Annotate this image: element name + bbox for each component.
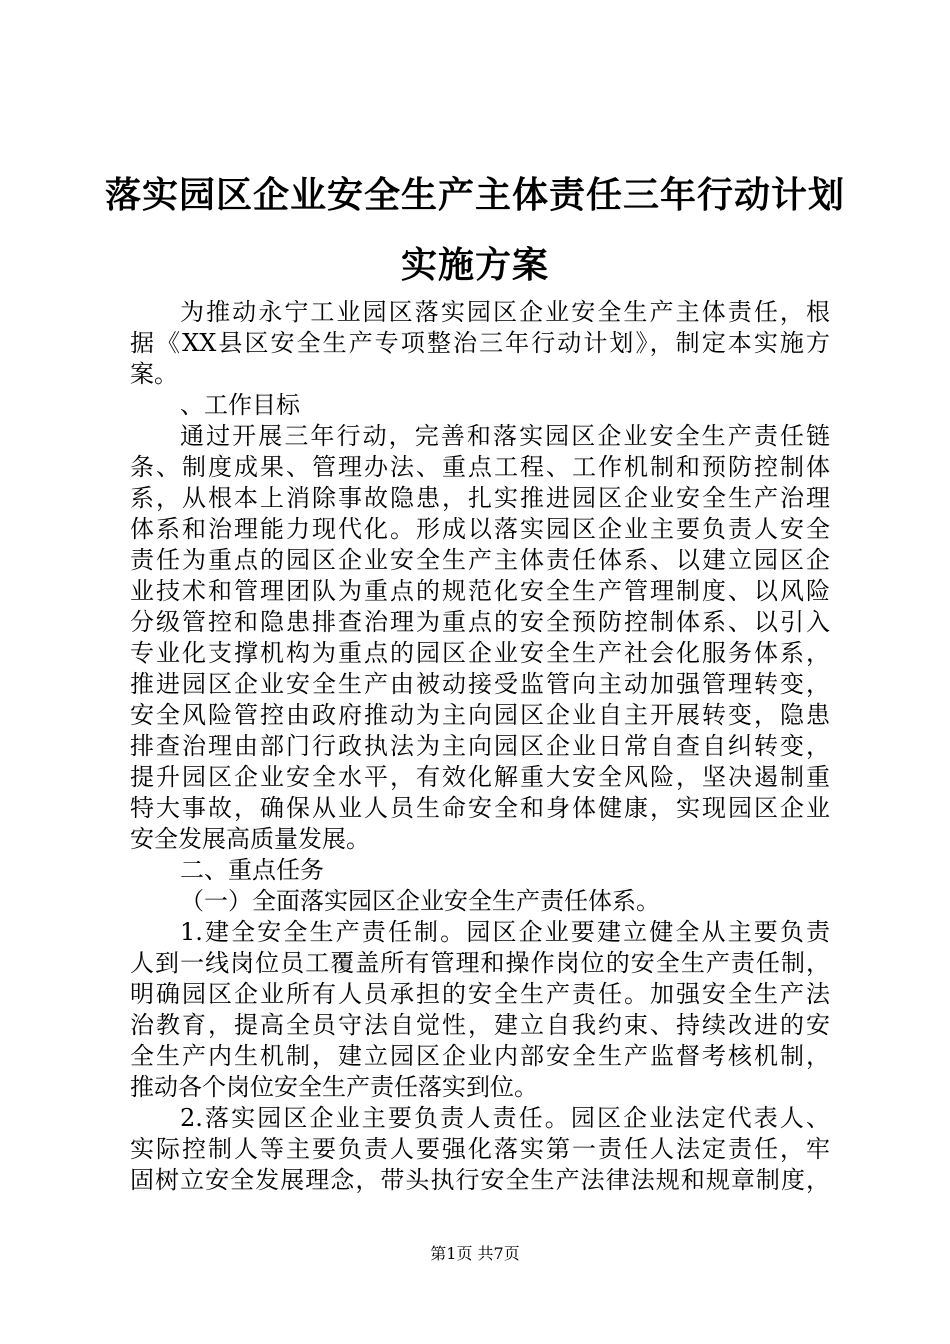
body-text-line: 责任为重点的园区企业安全生产主体责任体系、以建立园区企 <box>130 546 830 574</box>
body-text-line: 据《XX县区安全生产专项整治三年行动计划》，制定本实施方 <box>130 329 830 357</box>
body-text-line: 体系和治理能力现代化。形成以落实园区企业主要负责人安全 <box>130 515 830 543</box>
title-line-2: 实施方案 <box>400 244 549 286</box>
document-body <box>130 297 830 1196</box>
body-text-line: 提升园区企业安全水平，有效化解重大安全风险，坚决遏制重 <box>130 763 830 791</box>
document-title <box>100 160 850 300</box>
body-text-line: 1.建全安全生产责任制。园区企业要建立健全从主要负责 <box>180 918 830 946</box>
body-text-line: 特大事故，确保从业人员生命安全和身体健康，实现园区企业 <box>130 794 830 822</box>
body-text-line: 二、重点任务 <box>180 856 324 884</box>
body-text-line: 为推动永宁工业园区落实园区企业安全生产主体责任，根 <box>180 298 830 326</box>
body-text-line: 明确园区企业所有人员承担的安全生产责任。加强安全生产法 <box>130 980 830 1008</box>
title-line-1: 落实园区企业安全生产主体责任三年行动计划 <box>104 174 845 216</box>
body-text-line: 专业化支撑机构为重点的园区企业安全生产社会化服务体系， <box>130 639 830 667</box>
body-text-line: 业技术和管理团队为重点的规范化安全生产管理制度、以风险 <box>130 577 830 605</box>
body-text-line: 实际控制人等主要负责人要强化落实第一责任人法定责任，牢 <box>130 1135 830 1163</box>
page-number: 第1页 共7页 <box>430 1244 520 1263</box>
body-text-line: 案。 <box>130 360 178 388</box>
body-text-line: 分级管控和隐患排查治理为重点的安全预防控制体系、以引入 <box>130 608 830 636</box>
body-text-line: （一）全面落实园区企业安全生产责任体系。 <box>180 887 660 915</box>
body-text-line: 、工作目标 <box>180 391 300 419</box>
body-text-line: 2.落实园区企业主要负责人责任。园区企业法定代表人、 <box>180 1104 830 1132</box>
body-text-line: 条、制度成果、管理办法、重点工程、工作机制和预防控制体 <box>130 453 830 481</box>
body-text-line: 固树立安全发展理念，带头执行安全生产法律法规和规章制度， <box>130 1166 830 1194</box>
body-text-line: 全生产内生机制，建立园区企业内部安全生产监督考核机制， <box>130 1042 830 1070</box>
body-text-line: 推进园区企业安全生产由被动接受监管向主动加强管理转变， <box>130 670 830 698</box>
body-text-line: 治教育，提高全员守法自觉性，建立自我约束、持续改进的安 <box>130 1011 830 1039</box>
page-footer <box>0 1243 950 1265</box>
body-text-line: 排查治理由部门行政执法为主向园区企业日常自查自纠转变， <box>130 732 830 760</box>
body-text-line: 通过开展三年行动，完善和落实园区企业安全生产责任链 <box>180 422 830 450</box>
body-text-line: 人到一线岗位员工覆盖所有管理和操作岗位的安全生产责任制， <box>130 949 830 977</box>
body-text-line: 推动各个岗位安全生产责任落实到位。 <box>130 1073 538 1101</box>
body-text-line: 系，从根本上消除事故隐患，扎实推进园区企业安全生产治理 <box>130 484 830 512</box>
body-text-line: 安全发展高质量发展。 <box>130 825 370 853</box>
body-text-line: 安全风险管控由政府推动为主向园区企业自主开展转变，隐患 <box>130 701 830 729</box>
